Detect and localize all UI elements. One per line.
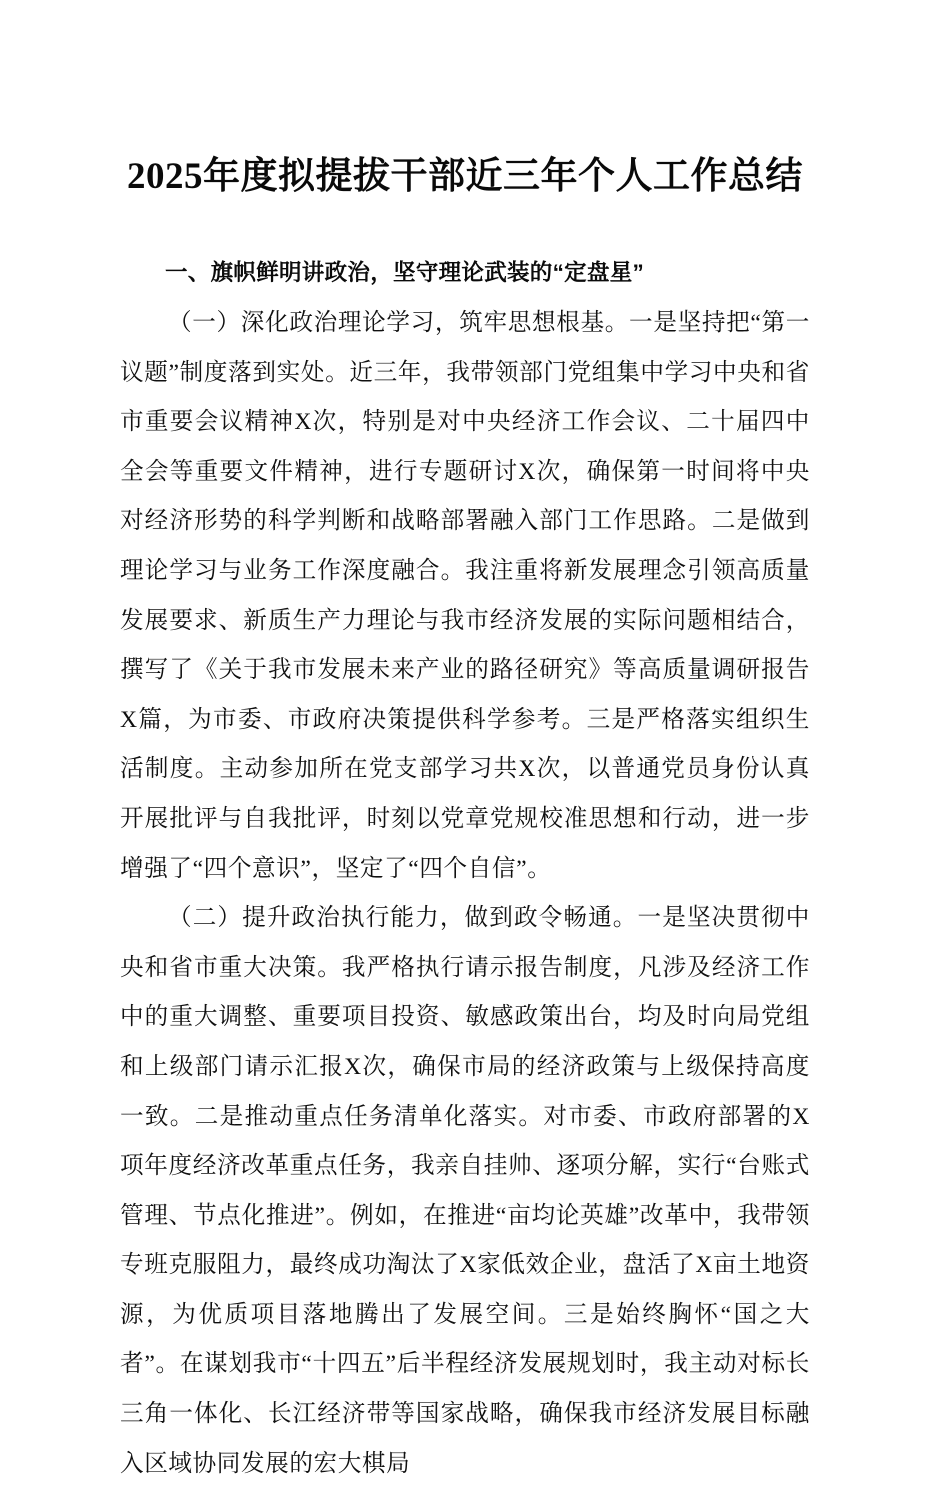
paragraph-1: （一）深化政治理论学习，筑牢思想根基。一是坚持把“第一议题”制度落到实处。近三年，我带领部门党组集中学习中央和省市重要会议精神X次，特别是对中央经济工作会议、二十届四中全会等重要文件精神，进行专题研讨X次，确保第一时间将中央对经济形势的科学判断和战略部署融入部门工作思路。二是做到理论学习与业务工作深度融合。我注重将新发展理念引领高质量发展要求、新质生产力理论与我市经济发展的实际问题相结合，撰写了《关于我市发展未来产业的路径研究》等高质量调研报告X篇，为市委、市政府决策提供科学参考。三是严格落实组织生活制度。主动参加所在党支部学习共X次，以普通党员身份认真开展批评与自我批评，时刻以党章党规校准思想和行动，进一步增强了“四个意识”，坚定了“四个自信”。 <box>120 310 810 882</box>
document-body <box>120 0 810 1489</box>
paragraph-2: （二）提升政治执行能力，做到政令畅通。一是坚决贯彻中央和省市重大决策。我严格执行请示报告制度，凡涉及经济工作中的重大调整、重要项目投资、敏感政策出台，均及时向局党组和上级部门请示汇报X次，确保市局的经济政策与上级保持高度一致。二是推动重点任务清单化落实。对市委、市政府部署的X项年度经济改革重点任务，我亲自挂帅、逐项分解，实行“台账式管理、节点化推进”。例如，在推进“亩均论英雄”改革中，我带领专班克服阻力，最终成功淘汰了X家低效企业，盘活了X亩土地资源，为优质项目落地腾出了发展空间。三是始终胸怀“国之大者”。在谋划我市“十四五”后半程经济发展规划时，我主动对标长三角一体化、长江经济带等国家战略，确保我市经济发展目标融入区域协同发展的宏大棋局 <box>120 905 810 1477</box>
page-title: 2025年度拟提拔干部近三年个人工作总结 <box>127 156 803 197</box>
section-heading-1: 一、旗帜鲜明讲政治，坚守理论武装的“定盘星” <box>165 260 645 285</box>
